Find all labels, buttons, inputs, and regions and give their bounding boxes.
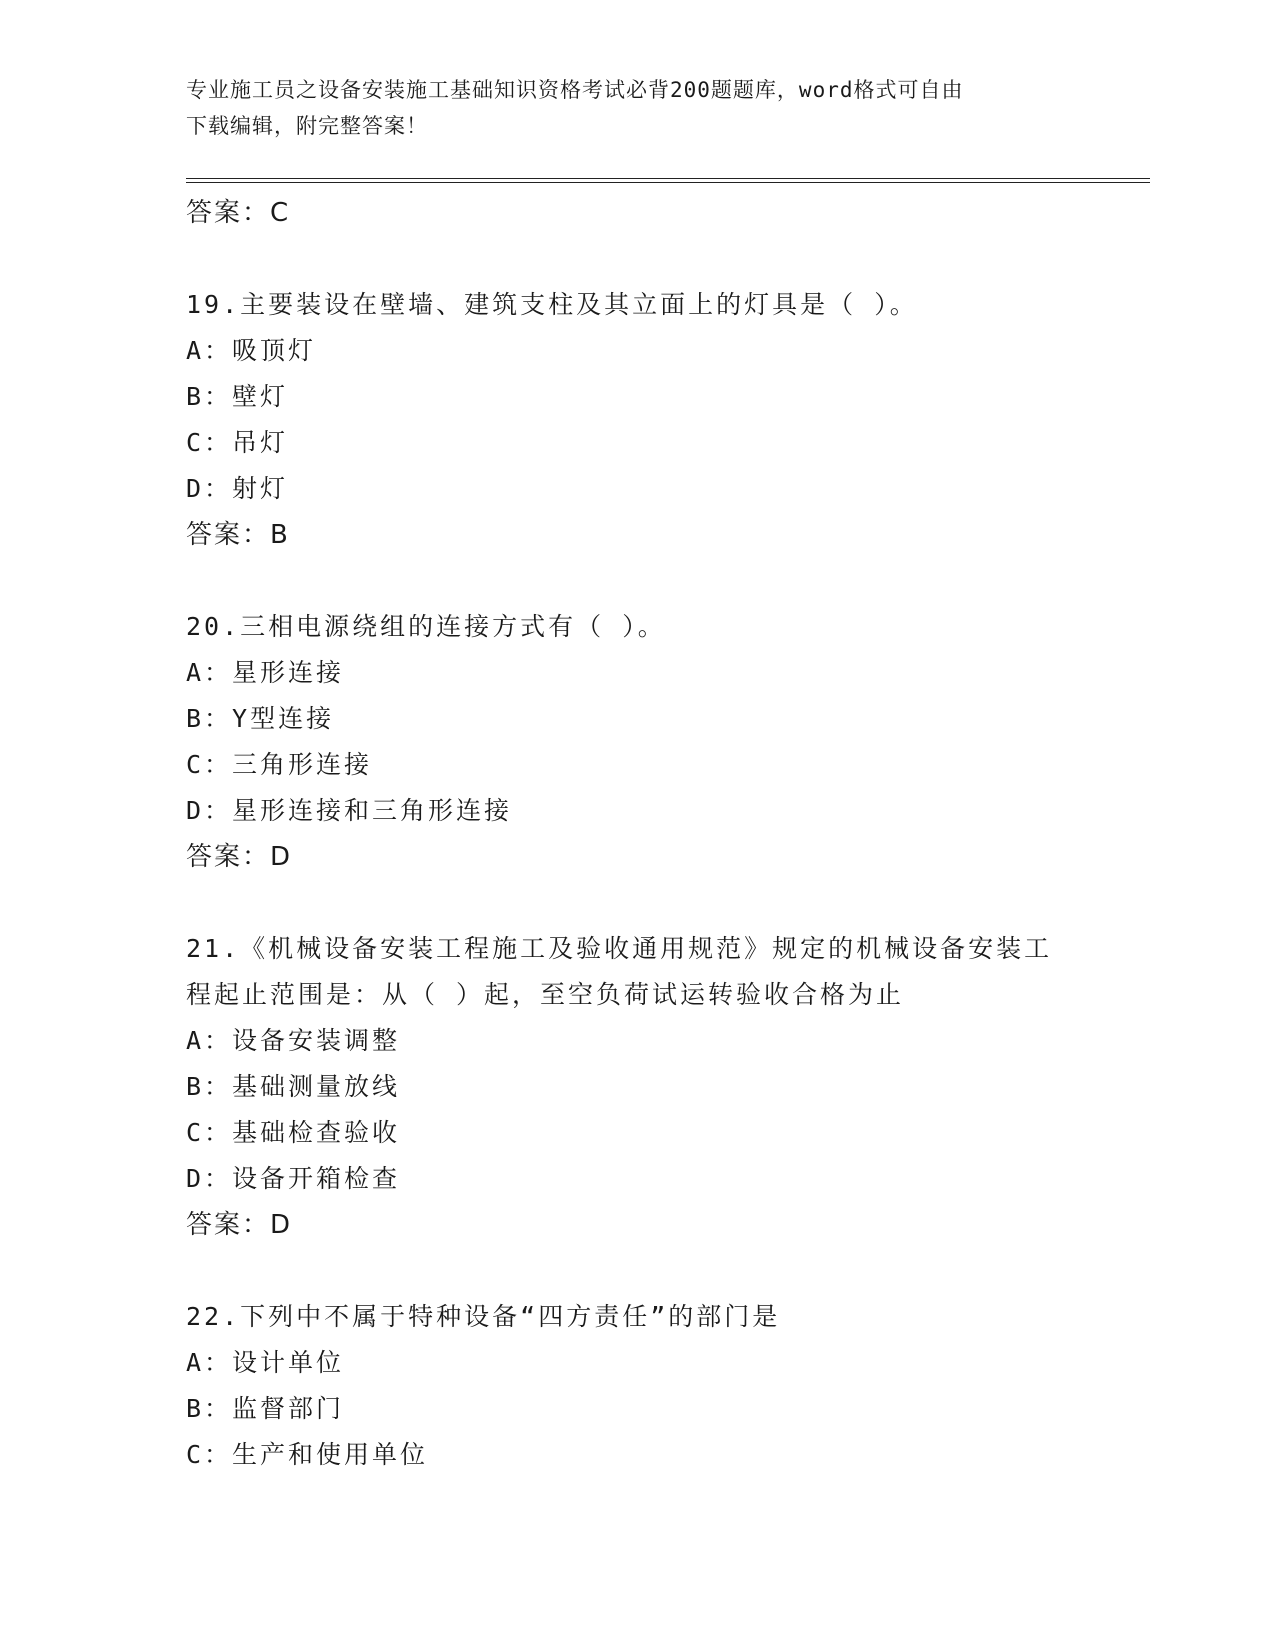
spacer [186,1248,1086,1294]
question-stem-line-2: 程起止范围是：从（ ）起，至空负荷试运转验收合格为止 [186,980,905,1009]
spacer [186,558,1086,604]
option-b: B：Y型连接 [186,704,335,733]
previous-answer: 答案：C [186,198,291,228]
option-b: B：基础测量放线 [186,1072,401,1101]
document-header [186,72,1066,144]
question-22 [186,1294,1086,1478]
question-list [186,190,1086,1478]
option-b: B：壁灯 [186,382,289,411]
header-divider-top [186,178,1150,179]
answer: 答案：D [186,1210,293,1240]
question-20 [186,604,1086,880]
option-d: D：射灯 [186,474,289,503]
header-line-1: 专业施工员之设备安装施工基础知识资格考试必背200题题库，word格式可自由 [186,78,964,102]
option-c: C：三角形连接 [186,750,373,779]
spacer [186,880,1086,926]
answer: 答案：B [186,520,290,550]
question-stem-line-1: 21.《机械设备安装工程施工及验收通用规范》规定的机械设备安装工 [186,934,1053,963]
option-d: D：设备开箱检查 [186,1164,401,1193]
option-a: A：设备安装调整 [186,1026,401,1055]
question-21 [186,926,1086,1248]
question-19 [186,282,1086,558]
option-a: A：星形连接 [186,658,345,687]
question-stem: 20.三相电源绕组的连接方式有（ ）。 [186,612,666,641]
header-line-2: 下载编辑，附完整答案！ [186,114,428,138]
answer: 答案：D [186,842,293,872]
option-c: C：吊灯 [186,428,289,457]
option-d: D：星形连接和三角形连接 [186,796,513,825]
question-stem: 19.主要装设在壁墙、建筑支柱及其立面上的灯具是（ ）。 [186,290,918,319]
option-c: C：生产和使用单位 [186,1440,429,1469]
option-c: C：基础检查验收 [186,1118,401,1147]
spacer [186,236,1086,282]
option-a: A：吸顶灯 [186,336,317,365]
option-b: B：监督部门 [186,1394,345,1423]
header-divider-bottom [186,182,1150,183]
question-stem: 22.下列中不属于特种设备“四方责任”的部门是 [186,1302,781,1331]
option-a: A：设计单位 [186,1348,345,1377]
